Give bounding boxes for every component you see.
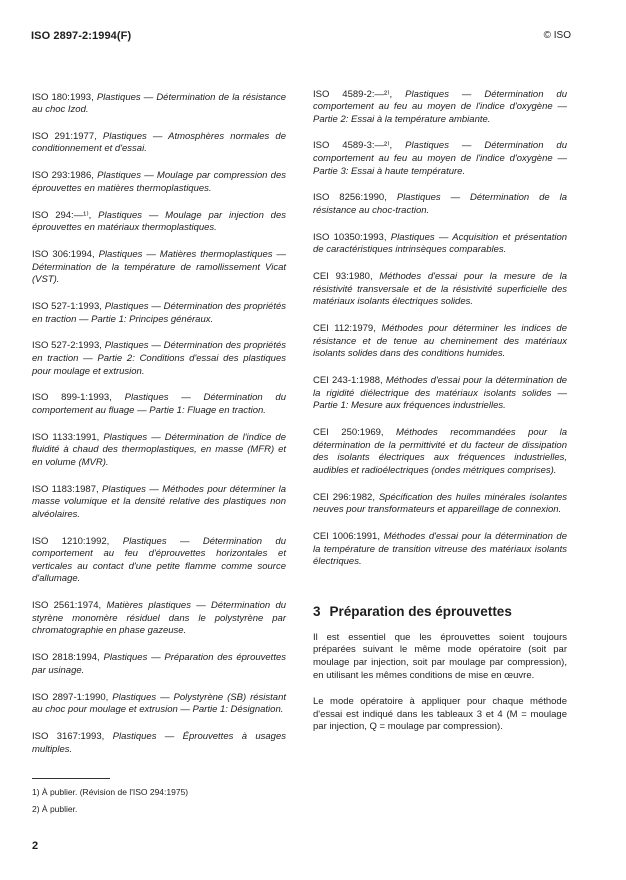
reference-title: Plastiques — Détermination des propriétés en traction — Partie 2: Conditions d'essai des plastiques pour moulage et extrusion.	[32, 340, 287, 377]
reference-code: CEI 93:1980,	[313, 271, 373, 283]
reference-title: Plastiques — Polystyrène (SB) résistant au choc pour moulage et extrusion — Partie 1: Désignation.	[32, 691, 287, 716]
reference-title: Méthodes recommandées pour la détermination de la permittivité et du facteur de dissipation des isolants électriques aux fréquences industrielles, audibles et radioélectriques (ondes métriques comprises).	[313, 427, 567, 476]
section-heading	[313, 603, 567, 620]
copyright-notice: © ISO	[543, 30, 571, 41]
reference-title: Plastiques — Détermination du comportement au feu d'éprouvettes horizontales et verticales au contact d'une petite flamme comme source d'allumage.	[32, 535, 286, 585]
reference-item	[32, 731, 286, 756]
reference-item	[32, 131, 286, 156]
reference-title: Plastiques — Détermination de l'indice de fluidité à chaud des thermoplastiques, en masse (MFR) et en volume (MVR).	[32, 431, 286, 468]
reference-title: Méthodes pour déterminer les indices de résistance et de tenue au cheminement des matériaux isolants solides dans des conditions humides.	[313, 323, 567, 360]
reference-title: Plastiques — Moulage par injection des éprouvettes en matériaux thermoplastiques.	[32, 209, 287, 234]
reference-item	[313, 531, 567, 569]
reference-item	[32, 600, 286, 638]
footnote: 2) À publier.	[32, 804, 78, 814]
reference-title: Méthodes d'essai pour la détermination de la température de transition vitreuse des matériaux isolants électriques.	[313, 531, 568, 568]
reference-code: ISO 1210:1992,	[32, 535, 110, 547]
reference-code: ISO 1183:1987,	[32, 483, 99, 495]
reference-title: Plastiques — Acquisition et présentation de caractéristiques intrinsèques comparables.	[313, 231, 568, 256]
footnote: 1) À publier. (Révision de l'ISO 294:1975)	[32, 787, 189, 797]
reference-code: ISO 4589-2:—²⁾,	[313, 88, 393, 100]
reference-title: Plastiques — Méthodes pour déterminer la masse volumique et la densité relative des plastiques non alvéolaires.	[32, 483, 286, 520]
reference-code: ISO 2897-1:1990,	[32, 691, 109, 703]
right-column	[313, 79, 567, 743]
reference-title: Plastiques — Détermination de la résistance au choc Izod.	[32, 91, 286, 116]
reference-title: Matières plastiques — Détermination du styrène monomère résiduel dans le polystyrène par chromatographie en phase gazeuse.	[32, 600, 287, 637]
reference-code: ISO 291:1977,	[32, 130, 97, 142]
reference-item	[32, 249, 286, 287]
reference-code: ISO 4589-3:—²⁾,	[313, 140, 393, 152]
reference-item	[313, 492, 567, 517]
reference-code: ISO 294:—¹⁾,	[32, 209, 92, 221]
reference-code: ISO 8256:1990,	[313, 192, 387, 204]
reference-title: Plastiques — Détermination du comportement au fluage — Partie 1: Fluage en traction.	[32, 392, 286, 416]
reference-code: ISO 1133:1991,	[32, 431, 100, 443]
reference-item	[313, 140, 567, 178]
reference-code: CEI 243-1:1988,	[313, 375, 383, 387]
reference-title: Plastiques — Atmosphères normales de conditionnement et d'essai.	[32, 130, 286, 155]
reference-title: Plastiques — Détermination du comportement au feu au moyen de l'indice d'oxygène — Partie 3: Essai à haute température.	[313, 140, 567, 177]
reference-title: Plastiques — Détermination du comportement au feu au moyen de l'indice d'oxygène — Partie 2: Essai à la température ambiante.	[313, 88, 567, 125]
reference-item	[32, 301, 286, 326]
reference-code: ISO 293:1986,	[32, 170, 94, 182]
reference-item	[32, 170, 286, 195]
reference-code: ISO 10350:1993,	[313, 231, 387, 243]
section-number: 3	[313, 603, 321, 619]
footnote-divider	[32, 778, 110, 779]
reference-item	[32, 432, 286, 470]
reference-item	[313, 232, 567, 257]
reference-title: Plastiques — Éprouvettes à usages multiples.	[32, 730, 286, 755]
reference-code: CEI 112:1979,	[313, 323, 376, 335]
reference-item	[313, 89, 567, 127]
reference-item	[32, 692, 286, 717]
reference-item	[32, 392, 286, 417]
reference-code: ISO 527-1:1993,	[32, 300, 102, 312]
reference-item	[32, 652, 286, 677]
reference-code: CEI 1006:1991,	[313, 531, 380, 543]
reference-code: CEI 250:1969,	[313, 427, 384, 439]
reference-title: Méthodes d'essai pour la mesure de la résistivité transversale et de la résistivité superficielle des matériaux isolants électriques solides.	[313, 271, 567, 308]
reference-item	[313, 427, 567, 477]
reference-code: ISO 180:1993,	[32, 91, 94, 103]
reference-title: Plastiques — Matières thermoplastiques — Détermination de la température de ramollissement Vicat (VST).	[32, 249, 286, 286]
section-paragraph: Il est essentiel que les éprouvettes soient toujours préparées suivant le même mode opératoire (soit par moulage par injection, soit par moulage par compression), en utilisant les mêmes conditions de mise en œuvre.	[313, 631, 567, 681]
reference-title: Méthodes d'essai pour la détermination de la rigidité diélectrique des matériaux isolants solides — Partie 1: Mesure aux fréquences industrielles.	[313, 375, 568, 412]
reference-item	[32, 210, 286, 235]
reference-code: ISO 3167:1993,	[32, 730, 105, 742]
reference-item	[32, 92, 286, 117]
reference-code: ISO 306:1994,	[32, 249, 95, 260]
reference-item	[32, 340, 286, 378]
reference-item	[313, 271, 567, 309]
reference-item	[32, 536, 286, 586]
reference-title: Plastiques — Détermination des propriétés en traction — Partie 1: Principes généraux.	[32, 300, 287, 325]
standard-id: ISO 2897-2:1994(F)	[31, 30, 132, 42]
reference-code: ISO 527-2:1993,	[32, 340, 102, 352]
reference-title: Plastiques — Détermination de la résistance au choc-traction.	[313, 192, 567, 217]
section-title: Préparation des éprouvettes	[329, 603, 512, 619]
reference-item	[313, 323, 567, 361]
reference-title: Spécification des huiles minérales isolantes neuves pour transformateurs et appareillage de connexion.	[313, 491, 567, 516]
reference-code: ISO 2818:1994,	[32, 652, 100, 664]
reference-title: Plastiques — Préparation des éprouvettes par usinage.	[32, 652, 286, 676]
reference-item	[32, 484, 286, 522]
page-number: 2	[32, 840, 39, 852]
reference-title: Plastiques — Moulage par compression des éprouvettes en matières thermoplastiques.	[32, 170, 286, 194]
reference-item	[313, 192, 567, 217]
reference-code: CEI 296:1982,	[313, 491, 375, 503]
reference-code: ISO 2561:1974,	[32, 600, 102, 612]
section-paragraph: Le mode opératoire à appliquer pour chaque méthode d'essai est indiqué dans les tableaux 3 et 4 (M = moulage par injection, Q = moulage par compression).	[313, 696, 567, 733]
left-column	[32, 82, 286, 770]
reference-item	[313, 375, 567, 413]
reference-code: ISO 899-1:1993,	[32, 392, 112, 404]
